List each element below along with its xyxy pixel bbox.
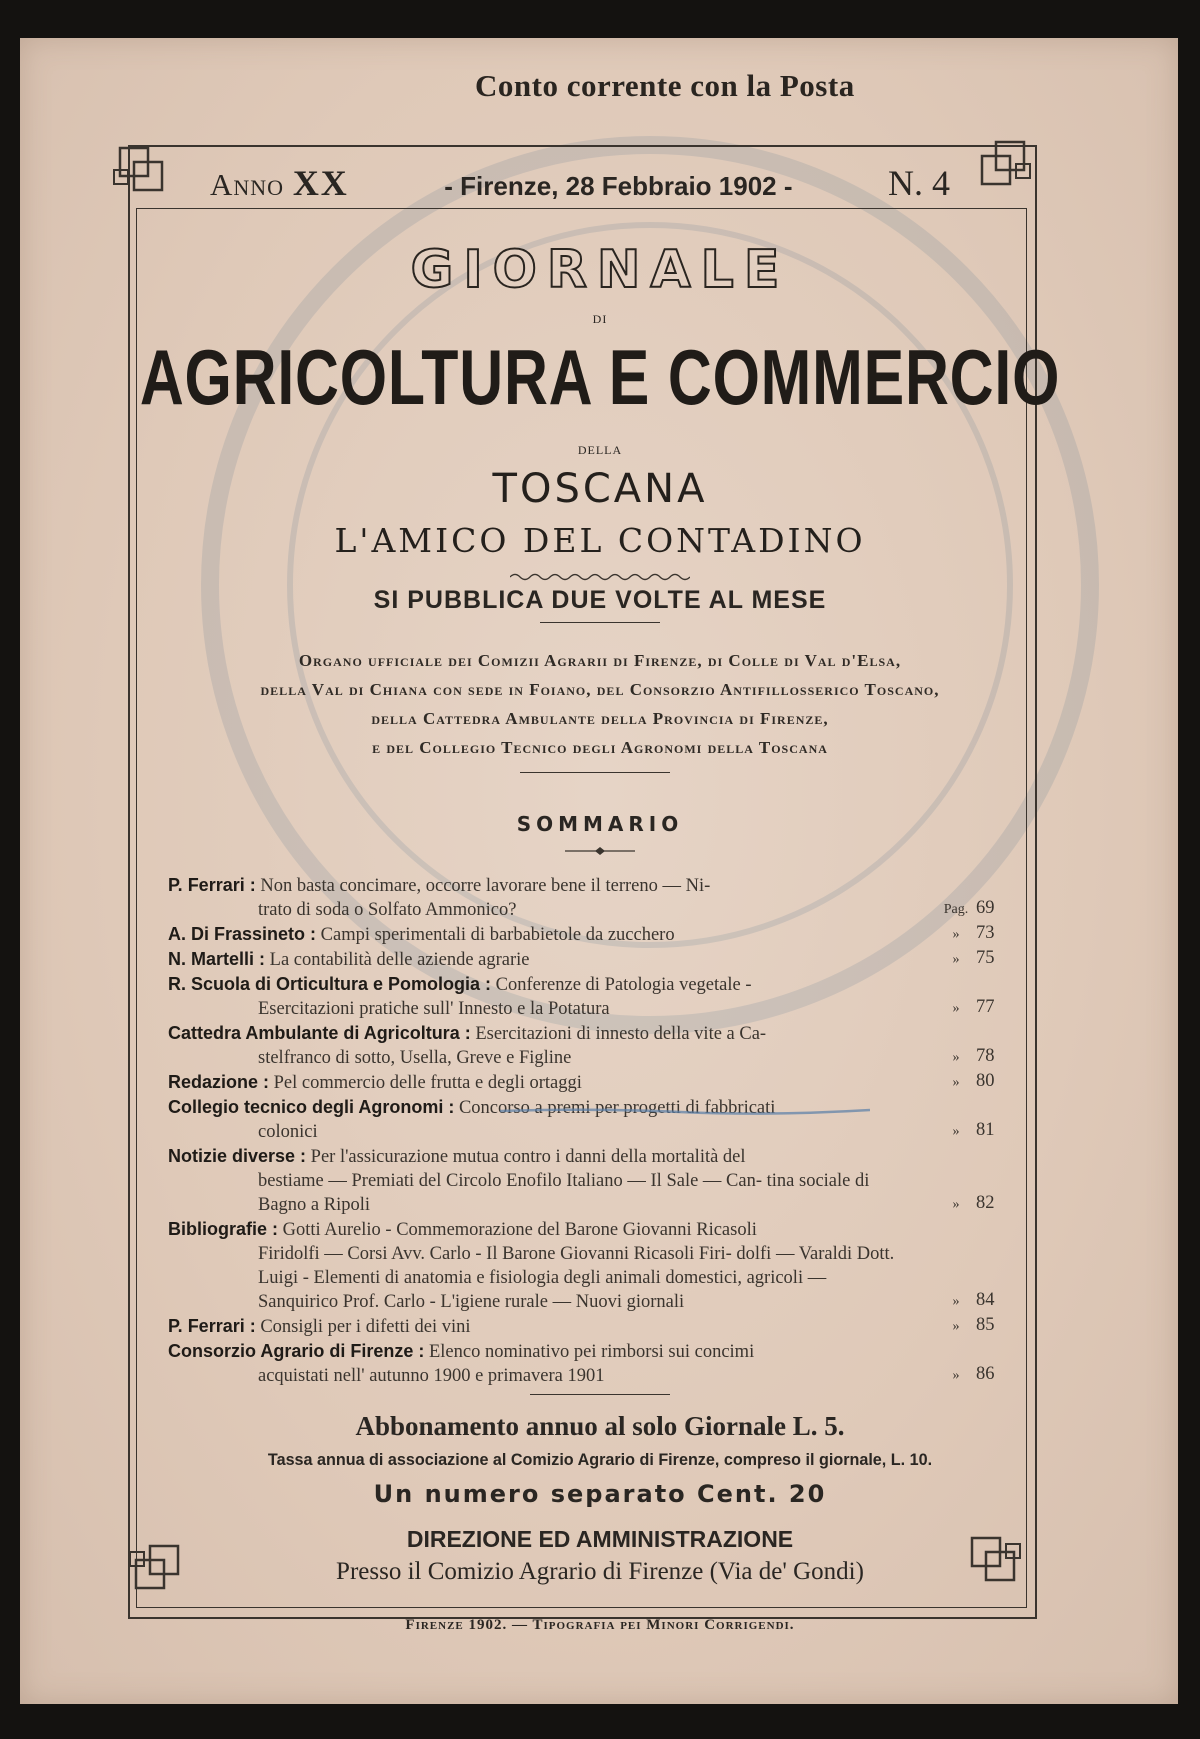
toc-entry-line xyxy=(168,947,898,972)
toc-page-mark: » xyxy=(952,1075,960,1090)
toc-entry-line xyxy=(168,1070,898,1095)
toc-entry xyxy=(168,947,1008,972)
toc-title-continuation: bestiame — Premiati del Circolo Enofilo Italiano — Il Sale — Can- tina sociale di Bagno a Ripoli xyxy=(258,1171,870,1215)
toc-entry-line xyxy=(168,972,898,997)
toc-page-ref xyxy=(898,1288,1008,1314)
toc-entry xyxy=(168,1070,1008,1095)
toc-title: Concorso a premi per progetti di fabbricati xyxy=(454,1098,776,1118)
issue-header xyxy=(210,162,950,204)
official-organ-statement xyxy=(160,646,1040,762)
toc-title: Gotti Aurelio - Commemorazione del Barone Giovanni Ricasoli xyxy=(278,1220,757,1240)
toc-page-mark: » xyxy=(952,1294,960,1309)
toc-entry xyxy=(168,1144,1008,1217)
management-heading: DIREZIONE ED AMMINISTRAZIONE xyxy=(406,1526,794,1552)
toc-page-mark: » xyxy=(952,1050,960,1065)
toc-author: Notizie diverse : xyxy=(168,1146,307,1166)
toc-page-mark: » xyxy=(952,1001,960,1016)
toc-title: La contabilità delle aziende agrarie xyxy=(265,950,530,970)
management-address: Presso il Comizio Agrario di Firenze (Via de' Gondi) xyxy=(336,1558,864,1585)
toc-page-mark: » xyxy=(952,1124,960,1139)
toc-page-ref xyxy=(898,1191,1008,1217)
toc-page-number: 75 xyxy=(976,948,995,968)
title-di: DI xyxy=(592,312,608,326)
divider-rule xyxy=(520,772,670,773)
toc-page-number: 69 xyxy=(976,898,995,918)
toc-title: Esercitazioni di innesto della vite a Ca- xyxy=(470,1024,767,1044)
toc-page-ref xyxy=(898,1044,1008,1070)
year-label: Anno XX xyxy=(210,163,349,203)
toc-page-number: 81 xyxy=(976,1120,995,1140)
toc-entry xyxy=(168,922,1008,947)
toc-title-continuation: acquistati nell' autunno 1900 e primavera 1901 xyxy=(258,1366,605,1386)
toc-page-ref xyxy=(898,1118,1008,1144)
toc-entry xyxy=(168,1217,1008,1314)
table-of-contents xyxy=(168,873,1008,1388)
divider-rule xyxy=(530,1394,670,1395)
toc-author: N. Martelli : xyxy=(168,949,266,969)
toc-page-ref xyxy=(898,1069,1008,1095)
toc-title: Elenco nominativo pei rimborsi sui concimi xyxy=(424,1342,755,1362)
toc-title: Per l'assicurazione mutua contro i danni della mortalità del xyxy=(306,1147,746,1167)
title-giornale: GIORNALE xyxy=(410,240,790,300)
toc-entry-line xyxy=(168,1021,898,1046)
association-fee: Tassa annua di associazione al Comizio Agrario di Firenze, compreso il giornale, L. 10. xyxy=(267,1450,933,1469)
organ-line: della Cattedra Ambulante della Provincia di Firenze, xyxy=(371,709,829,728)
toc-title-continuation: colonici xyxy=(258,1122,318,1142)
postal-account-note: Conto corrente con la Posta xyxy=(475,68,855,103)
toc-page-mark: » xyxy=(952,927,960,942)
toc-page-number: 78 xyxy=(976,1046,995,1066)
toc-entry-line xyxy=(168,1314,898,1339)
toc-page-mark: Pag. xyxy=(943,902,969,917)
toc-title-continuation: Esercitazioni pratiche sull' Innesto e la Potatura xyxy=(258,999,610,1019)
title-della: DELLA xyxy=(577,443,623,457)
toc-author: Collegio tecnico degli Agronomi : xyxy=(168,1097,455,1117)
subscription-price: Abbonamento annuo al solo Giornale L. 5. xyxy=(355,1411,845,1441)
toc-page-number: 86 xyxy=(976,1364,995,1384)
toc-author: A. Di Frassineto : xyxy=(168,924,317,944)
toc-author: Bibliografie : xyxy=(168,1219,279,1239)
toc-entry xyxy=(168,873,1008,922)
organ-line: e del Collegio Tecnico degli Agronomi della Toscana xyxy=(372,738,828,757)
toc-page-ref xyxy=(898,921,1008,947)
toc-page-ref xyxy=(898,896,1008,922)
corner-ornament-top-right xyxy=(968,134,1032,198)
toc-page-number: 82 xyxy=(976,1193,995,1213)
toc-title: Campi sperimentali di barbabietole da zucchero xyxy=(316,925,675,945)
toc-page-number: 80 xyxy=(976,1071,995,1091)
toc-title: Non basta concimare, occorre lavorare bene il terreno — Ni- xyxy=(255,876,711,896)
contents-heading: SOMMARIO xyxy=(516,812,684,836)
toc-page-mark: » xyxy=(952,952,960,967)
toc-entry xyxy=(168,1314,1008,1339)
pencil-underline-mark xyxy=(500,1107,870,1115)
toc-title: Conferenze di Patologia vegetale - xyxy=(491,975,752,995)
divider-rule xyxy=(540,622,660,623)
wavy-rule xyxy=(510,572,690,582)
toc-page-number: 84 xyxy=(976,1290,995,1310)
toc-page-number: 85 xyxy=(976,1315,995,1335)
toc-entry-line xyxy=(168,1339,898,1364)
toc-author: Consorzio Agrario di Firenze : xyxy=(168,1341,425,1361)
toc-title-continuation: trato di soda o Solfato Ammonico? xyxy=(258,900,517,920)
toc-title: Consigli per i difetti dei vini xyxy=(255,1317,471,1337)
printer-imprint: Firenze 1902. — Tipografia pei Minori Corrigendi. xyxy=(405,1617,795,1633)
toc-entry-line xyxy=(168,1217,898,1242)
organ-line: della Val di Chiana con sede in Foiano, del Consorzio Antifillosserico Toscano, xyxy=(260,680,940,699)
title-agricoltura-commercio: AGRICOLTURA E COMMERCIO xyxy=(139,333,1061,421)
toc-entry xyxy=(168,1339,1008,1388)
toc-entry xyxy=(168,1021,1008,1070)
toc-page-number: 77 xyxy=(976,997,995,1017)
toc-title-continuation: Firidolfi — Corsi Avv. Carlo - Il Barone Giovanni Ricasoli Firi- dolfi — Varaldi Dott. Luigi - Elementi di anatomia e fisiologia degli animali domestici, agricoli — Sanquirico Prof. Carlo - L'igiene rurale — Nuovi giornali xyxy=(258,1244,895,1312)
toc-entry-line xyxy=(168,873,898,898)
toc-author: Redazione : xyxy=(168,1072,270,1092)
toc-entry xyxy=(168,1095,1008,1144)
toc-title: Pel commercio delle frutta e degli ortaggi xyxy=(269,1073,582,1093)
toc-page-ref xyxy=(898,995,1008,1021)
issue-number: N. 4 xyxy=(887,163,950,203)
toc-title-continuation: stelfranco di sotto, Usella, Greve e Figline xyxy=(258,1048,572,1068)
toc-page-ref xyxy=(898,1362,1008,1388)
toc-entry-line xyxy=(168,922,898,947)
toc-page-mark: » xyxy=(952,1197,960,1212)
organ-line: Organo ufficiale dei Comizii Agrarii di Firenze, di Colle di Val d'Elsa, xyxy=(298,651,902,670)
place-date: - Firenze, 28 Febbraio 1902 - xyxy=(444,171,793,201)
corner-ornament-top-left xyxy=(112,140,176,204)
toc-author: R. Scuola di Orticultura e Pomologia : xyxy=(168,974,492,994)
toc-entry xyxy=(168,972,1008,1021)
toc-page-mark: » xyxy=(952,1319,960,1334)
title-toscana: TOSCANA xyxy=(492,466,708,512)
toc-author: P. Ferrari : xyxy=(168,875,256,895)
toc-entry-line xyxy=(168,1144,898,1169)
toc-author: Cattedra Ambulante di Agricoltura : xyxy=(168,1023,471,1043)
ornament-dingbat xyxy=(565,846,635,856)
subtitle-amico-contadino: L'AMICO DEL CONTADINO xyxy=(334,521,866,560)
toc-page-mark: » xyxy=(952,1368,960,1383)
toc-page-ref xyxy=(898,1313,1008,1339)
single-issue-price: Un numero separato Cent. 20 xyxy=(373,1480,827,1508)
toc-page-ref xyxy=(898,946,1008,972)
toc-page-number: 73 xyxy=(976,923,995,943)
toc-author: P. Ferrari : xyxy=(168,1316,256,1336)
publication-frequency: SI PUBBLICA DUE VOLTE AL MESE xyxy=(373,586,827,614)
